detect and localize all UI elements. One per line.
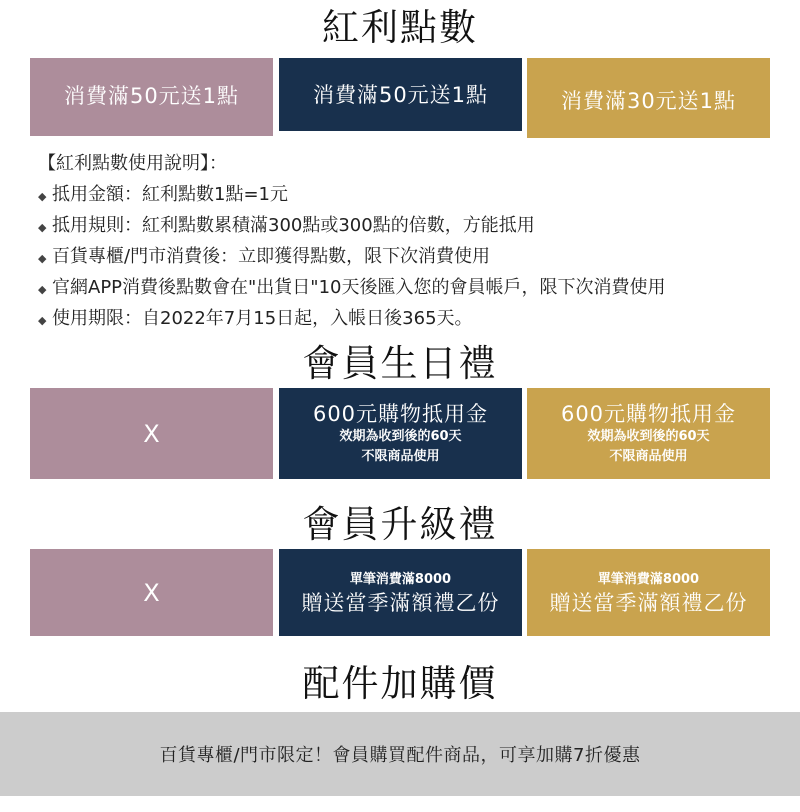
diamond-bullet-icon: ◆: [38, 283, 47, 296]
accessory-title: 配件加購價: [302, 662, 498, 705]
bonus-tier-label: 消費滿30元送1點: [560, 89, 737, 113]
gift-condition: 單筆消費滿8000: [597, 571, 700, 587]
upgrade-gift-title: 會員升級禮: [302, 503, 498, 546]
bonus-points-title: 紅利點數: [322, 6, 478, 49]
diamond-bullet-icon: ◆: [38, 252, 47, 265]
gift-main: 贈送當季滿額禮乙份: [549, 590, 748, 615]
rule-item: ◆ 使用期限：自2022年7月15日起，入帳日後365天。: [38, 303, 665, 334]
rule-item: ◆ 抵用規則：紅利點數累積滿300點或300點的倍數，方能抵用: [38, 210, 665, 241]
gift-main: 600元購物抵用金: [312, 401, 489, 426]
gift-scope: 不限商品使用: [609, 448, 688, 464]
accessory-footer-banner: [0, 712, 800, 796]
upgrade-gift-gold: [527, 549, 770, 636]
bonus-tier-gold: [527, 58, 770, 138]
gift-validity: 效期為收到後的60天: [587, 428, 710, 444]
none-mark: X: [143, 578, 160, 607]
gift-condition: 單筆消費滿8000: [349, 571, 452, 587]
rule-item: ◆ 官網APP消費後點數會在"出貨日"10天後匯入您的會員帳戶，限下次消費使用: [38, 272, 665, 303]
birthday-gift-title: 會員生日禮: [302, 342, 498, 385]
upgrade-gift-mauve: [30, 549, 273, 636]
upgrade-gift-navy: [279, 549, 522, 636]
gift-scope: 不限商品使用: [361, 448, 440, 464]
bonus-rules: [38, 148, 665, 334]
bonus-tier-label: 消費滿50元送1點: [312, 82, 489, 107]
diamond-bullet-icon: ◆: [38, 190, 47, 203]
accessory-offer-text: 百貨專櫃/門市限定！會員購買配件商品，可享加購7折優惠: [159, 745, 641, 766]
birthday-gift-navy: [279, 388, 522, 479]
rule-item: ◆ 百貨專櫃/門市消費後：立即獲得點數，限下次消費使用: [38, 241, 665, 272]
gift-validity: 效期為收到後的60天: [339, 428, 462, 444]
gift-main: 贈送當季滿額禮乙份: [301, 590, 500, 615]
gift-main: 600元購物抵用金: [560, 401, 737, 426]
none-mark: X: [143, 419, 160, 448]
bonus-tier-mauve: [30, 58, 273, 136]
rules-header: 【紅利點數使用說明】：: [38, 153, 227, 174]
diamond-bullet-icon: ◆: [38, 221, 47, 234]
birthday-gift-gold: [527, 388, 770, 479]
rule-item: ◆ 抵用金額：紅利點數1點=1元: [38, 179, 665, 210]
birthday-gift-mauve: [30, 388, 273, 479]
bonus-tier-navy: [279, 58, 522, 131]
bonus-tier-label: 消費滿50元送1點: [63, 84, 240, 108]
diamond-bullet-icon: ◆: [38, 314, 47, 327]
